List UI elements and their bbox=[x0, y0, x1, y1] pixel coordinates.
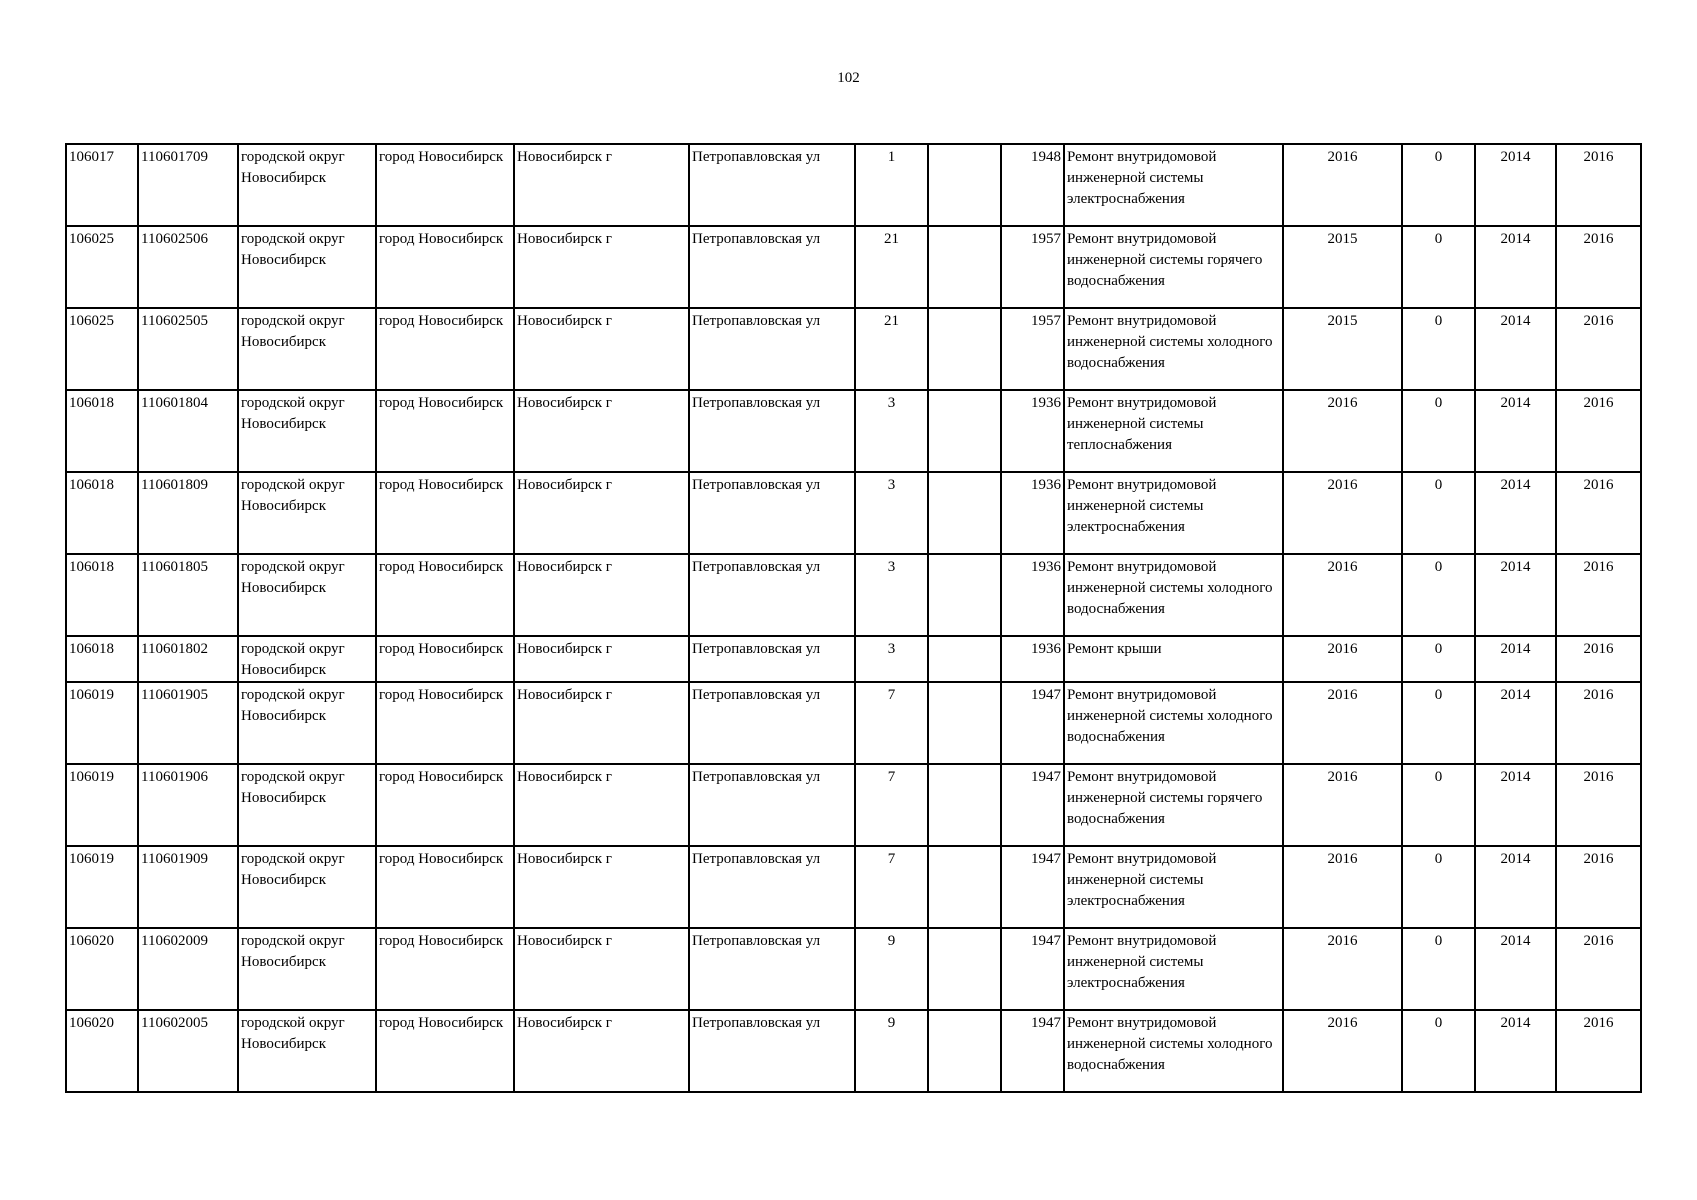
period-end-cell: 2016 bbox=[1556, 308, 1641, 390]
zero-value-cell: 0 bbox=[1402, 308, 1475, 390]
zero-value-cell: 0 bbox=[1402, 390, 1475, 472]
municipality-cell: городской округ Новосибирск bbox=[238, 144, 376, 226]
construction-year-cell: 1948 bbox=[1001, 144, 1064, 226]
building-cell bbox=[928, 846, 1001, 928]
locality-cell: Новосибирск г bbox=[514, 390, 689, 472]
house-number-cell: 3 bbox=[855, 636, 928, 682]
zero-value-cell: 0 bbox=[1402, 846, 1475, 928]
work-type-cell: Ремонт внутридомовой инженерной системы электроснабжения bbox=[1064, 472, 1283, 554]
object-id-cell: 106025 bbox=[66, 308, 138, 390]
table-row bbox=[66, 390, 1641, 472]
period-start-cell: 2014 bbox=[1475, 928, 1556, 1010]
work-type-cell: Ремонт внутридомовой инженерной системы горячего водоснабжения bbox=[1064, 226, 1283, 308]
settlement-cell: город Новосибирск bbox=[376, 144, 514, 226]
construction-year-cell: 1947 bbox=[1001, 928, 1064, 1010]
zero-value-cell: 0 bbox=[1402, 144, 1475, 226]
table-row bbox=[66, 682, 1641, 764]
table-row bbox=[66, 308, 1641, 390]
period-start-cell: 2014 bbox=[1475, 308, 1556, 390]
zero-value-cell: 0 bbox=[1402, 636, 1475, 682]
construction-year-cell: 1957 bbox=[1001, 226, 1064, 308]
work-id-cell: 110602505 bbox=[138, 308, 238, 390]
zero-value-cell: 0 bbox=[1402, 472, 1475, 554]
settlement-cell: город Новосибирск bbox=[376, 472, 514, 554]
work-id-cell: 110601804 bbox=[138, 390, 238, 472]
period-end-cell: 2016 bbox=[1556, 144, 1641, 226]
construction-year-cell: 1957 bbox=[1001, 308, 1064, 390]
locality-cell: Новосибирск г bbox=[514, 308, 689, 390]
object-id-cell: 106018 bbox=[66, 472, 138, 554]
planned-year-cell: 2015 bbox=[1283, 308, 1402, 390]
period-end-cell: 2016 bbox=[1556, 764, 1641, 846]
municipality-cell: городской округ Новосибирск bbox=[238, 390, 376, 472]
house-number-cell: 9 bbox=[855, 1010, 928, 1092]
work-id-cell: 110601709 bbox=[138, 144, 238, 226]
zero-value-cell: 0 bbox=[1402, 928, 1475, 1010]
municipality-cell: городской округ Новосибирск bbox=[238, 846, 376, 928]
building-cell bbox=[928, 308, 1001, 390]
settlement-cell: город Новосибирск bbox=[376, 928, 514, 1010]
locality-cell: Новосибирск г bbox=[514, 226, 689, 308]
house-number-cell: 21 bbox=[855, 226, 928, 308]
construction-year-cell: 1936 bbox=[1001, 472, 1064, 554]
building-cell bbox=[928, 554, 1001, 636]
construction-year-cell: 1947 bbox=[1001, 764, 1064, 846]
locality-cell: Новосибирск г bbox=[514, 928, 689, 1010]
planned-year-cell: 2016 bbox=[1283, 764, 1402, 846]
period-start-cell: 2014 bbox=[1475, 846, 1556, 928]
zero-value-cell: 0 bbox=[1402, 1010, 1475, 1092]
street-cell: Петропавловская ул bbox=[689, 226, 855, 308]
object-id-cell: 106020 bbox=[66, 1010, 138, 1092]
street-cell: Петропавловская ул bbox=[689, 144, 855, 226]
period-start-cell: 2014 bbox=[1475, 390, 1556, 472]
period-start-cell: 2014 bbox=[1475, 144, 1556, 226]
building-cell bbox=[928, 144, 1001, 226]
street-cell: Петропавловская ул bbox=[689, 846, 855, 928]
work-type-cell: Ремонт внутридомовой инженерной системы холодного водоснабжения bbox=[1064, 308, 1283, 390]
municipality-cell: городской округ Новосибирск bbox=[238, 764, 376, 846]
work-id-cell: 110601805 bbox=[138, 554, 238, 636]
locality-cell: Новосибирск г bbox=[514, 1010, 689, 1092]
locality-cell: Новосибирск г bbox=[514, 636, 689, 682]
table-row bbox=[66, 764, 1641, 846]
period-start-cell: 2014 bbox=[1475, 226, 1556, 308]
period-end-cell: 2016 bbox=[1556, 928, 1641, 1010]
period-end-cell: 2016 bbox=[1556, 846, 1641, 928]
settlement-cell: город Новосибирск bbox=[376, 846, 514, 928]
settlement-cell: город Новосибирск bbox=[376, 226, 514, 308]
period-end-cell: 2016 bbox=[1556, 682, 1641, 764]
period-end-cell: 2016 bbox=[1556, 554, 1641, 636]
work-type-cell: Ремонт крыши bbox=[1064, 636, 1283, 682]
planned-year-cell: 2016 bbox=[1283, 1010, 1402, 1092]
table-row bbox=[66, 928, 1641, 1010]
street-cell: Петропавловская ул bbox=[689, 764, 855, 846]
construction-year-cell: 1936 bbox=[1001, 554, 1064, 636]
work-id-cell: 110601905 bbox=[138, 682, 238, 764]
planned-year-cell: 2016 bbox=[1283, 554, 1402, 636]
municipality-cell: городской округ Новосибирск bbox=[238, 308, 376, 390]
municipality-cell: городской округ Новосибирск bbox=[238, 1010, 376, 1092]
work-type-cell: Ремонт внутридомовой инженерной системы холодного водоснабжения bbox=[1064, 1010, 1283, 1092]
construction-year-cell: 1936 bbox=[1001, 390, 1064, 472]
municipality-cell: городской округ Новосибирск bbox=[238, 928, 376, 1010]
building-cell bbox=[928, 682, 1001, 764]
street-cell: Петропавловская ул bbox=[689, 554, 855, 636]
object-id-cell: 106019 bbox=[66, 846, 138, 928]
building-cell bbox=[928, 928, 1001, 1010]
municipality-cell: городской округ Новосибирск bbox=[238, 682, 376, 764]
settlement-cell: город Новосибирск bbox=[376, 1010, 514, 1092]
page-number: 102 bbox=[837, 70, 860, 86]
object-id-cell: 106018 bbox=[66, 554, 138, 636]
building-cell bbox=[928, 636, 1001, 682]
planned-year-cell: 2016 bbox=[1283, 682, 1402, 764]
table-row bbox=[66, 636, 1641, 682]
settlement-cell: город Новосибирск bbox=[376, 390, 514, 472]
locality-cell: Новосибирск г bbox=[514, 764, 689, 846]
house-number-cell: 7 bbox=[855, 846, 928, 928]
zero-value-cell: 0 bbox=[1402, 226, 1475, 308]
settlement-cell: город Новосибирск bbox=[376, 682, 514, 764]
work-id-cell: 110601802 bbox=[138, 636, 238, 682]
construction-year-cell: 1947 bbox=[1001, 682, 1064, 764]
work-type-cell: Ремонт внутридомовой инженерной системы холодного водоснабжения bbox=[1064, 554, 1283, 636]
municipality-cell: городской округ Новосибирск bbox=[238, 472, 376, 554]
period-start-cell: 2014 bbox=[1475, 554, 1556, 636]
object-id-cell: 106025 bbox=[66, 226, 138, 308]
street-cell: Петропавловская ул bbox=[689, 472, 855, 554]
work-id-cell: 110601909 bbox=[138, 846, 238, 928]
house-number-cell: 9 bbox=[855, 928, 928, 1010]
period-end-cell: 2016 bbox=[1556, 390, 1641, 472]
object-id-cell: 106019 bbox=[66, 682, 138, 764]
period-end-cell: 2016 bbox=[1556, 226, 1641, 308]
object-id-cell: 106017 bbox=[66, 144, 138, 226]
work-id-cell: 110602506 bbox=[138, 226, 238, 308]
planned-year-cell: 2015 bbox=[1283, 226, 1402, 308]
construction-year-cell: 1947 bbox=[1001, 846, 1064, 928]
period-end-cell: 2016 bbox=[1556, 1010, 1641, 1092]
registry-body bbox=[66, 144, 1641, 1092]
work-id-cell: 110602005 bbox=[138, 1010, 238, 1092]
zero-value-cell: 0 bbox=[1402, 764, 1475, 846]
locality-cell: Новосибирск г bbox=[514, 554, 689, 636]
locality-cell: Новосибирск г bbox=[514, 846, 689, 928]
planned-year-cell: 2016 bbox=[1283, 472, 1402, 554]
construction-year-cell: 1947 bbox=[1001, 1010, 1064, 1092]
house-number-cell: 21 bbox=[855, 308, 928, 390]
period-start-cell: 2014 bbox=[1475, 764, 1556, 846]
work-type-cell: Ремонт внутридомовой инженерной системы теплоснабжения bbox=[1064, 390, 1283, 472]
house-number-cell: 3 bbox=[855, 390, 928, 472]
planned-year-cell: 2016 bbox=[1283, 144, 1402, 226]
settlement-cell: город Новосибирск bbox=[376, 308, 514, 390]
house-number-cell: 3 bbox=[855, 554, 928, 636]
settlement-cell: город Новосибирск bbox=[376, 636, 514, 682]
table-row bbox=[66, 472, 1641, 554]
registry-table bbox=[65, 143, 1642, 1093]
planned-year-cell: 2016 bbox=[1283, 636, 1402, 682]
table-row bbox=[66, 226, 1641, 308]
house-number-cell: 1 bbox=[855, 144, 928, 226]
zero-value-cell: 0 bbox=[1402, 554, 1475, 636]
period-end-cell: 2016 bbox=[1556, 636, 1641, 682]
municipality-cell: городской округ Новосибирск bbox=[238, 554, 376, 636]
planned-year-cell: 2016 bbox=[1283, 390, 1402, 472]
building-cell bbox=[928, 226, 1001, 308]
building-cell bbox=[928, 390, 1001, 472]
table-row bbox=[66, 1010, 1641, 1092]
work-id-cell: 110601809 bbox=[138, 472, 238, 554]
period-start-cell: 2014 bbox=[1475, 472, 1556, 554]
locality-cell: Новосибирск г bbox=[514, 144, 689, 226]
street-cell: Петропавловская ул bbox=[689, 682, 855, 764]
table-row bbox=[66, 554, 1641, 636]
period-start-cell: 2014 bbox=[1475, 636, 1556, 682]
object-id-cell: 106018 bbox=[66, 636, 138, 682]
municipality-cell: городской округ Новосибирск bbox=[238, 226, 376, 308]
municipality-cell: городской округ Новосибирск bbox=[238, 636, 376, 682]
planned-year-cell: 2016 bbox=[1283, 846, 1402, 928]
object-id-cell: 106018 bbox=[66, 390, 138, 472]
work-id-cell: 110601906 bbox=[138, 764, 238, 846]
object-id-cell: 106019 bbox=[66, 764, 138, 846]
street-cell: Петропавловская ул bbox=[689, 308, 855, 390]
zero-value-cell: 0 bbox=[1402, 682, 1475, 764]
locality-cell: Новосибирск г bbox=[514, 682, 689, 764]
house-number-cell: 7 bbox=[855, 682, 928, 764]
planned-year-cell: 2016 bbox=[1283, 928, 1402, 1010]
settlement-cell: город Новосибирск bbox=[376, 554, 514, 636]
street-cell: Петропавловская ул bbox=[689, 636, 855, 682]
table-row bbox=[66, 846, 1641, 928]
period-end-cell: 2016 bbox=[1556, 472, 1641, 554]
building-cell bbox=[928, 1010, 1001, 1092]
object-id-cell: 106020 bbox=[66, 928, 138, 1010]
construction-year-cell: 1936 bbox=[1001, 636, 1064, 682]
work-id-cell: 110602009 bbox=[138, 928, 238, 1010]
period-start-cell: 2014 bbox=[1475, 1010, 1556, 1092]
house-number-cell: 7 bbox=[855, 764, 928, 846]
work-type-cell: Ремонт внутридомовой инженерной системы электроснабжения bbox=[1064, 928, 1283, 1010]
house-number-cell: 3 bbox=[855, 472, 928, 554]
settlement-cell: город Новосибирск bbox=[376, 764, 514, 846]
building-cell bbox=[928, 764, 1001, 846]
period-start-cell: 2014 bbox=[1475, 682, 1556, 764]
table-row bbox=[66, 144, 1641, 226]
work-type-cell: Ремонт внутридомовой инженерной системы электроснабжения bbox=[1064, 144, 1283, 226]
street-cell: Петропавловская ул bbox=[689, 928, 855, 1010]
work-type-cell: Ремонт внутридомовой инженерной системы горячего водоснабжения bbox=[1064, 764, 1283, 846]
locality-cell: Новосибирск г bbox=[514, 472, 689, 554]
street-cell: Петропавловская ул bbox=[689, 390, 855, 472]
street-cell: Петропавловская ул bbox=[689, 1010, 855, 1092]
work-type-cell: Ремонт внутридомовой инженерной системы электроснабжения bbox=[1064, 846, 1283, 928]
building-cell bbox=[928, 472, 1001, 554]
work-type-cell: Ремонт внутридомовой инженерной системы холодного водоснабжения bbox=[1064, 682, 1283, 764]
